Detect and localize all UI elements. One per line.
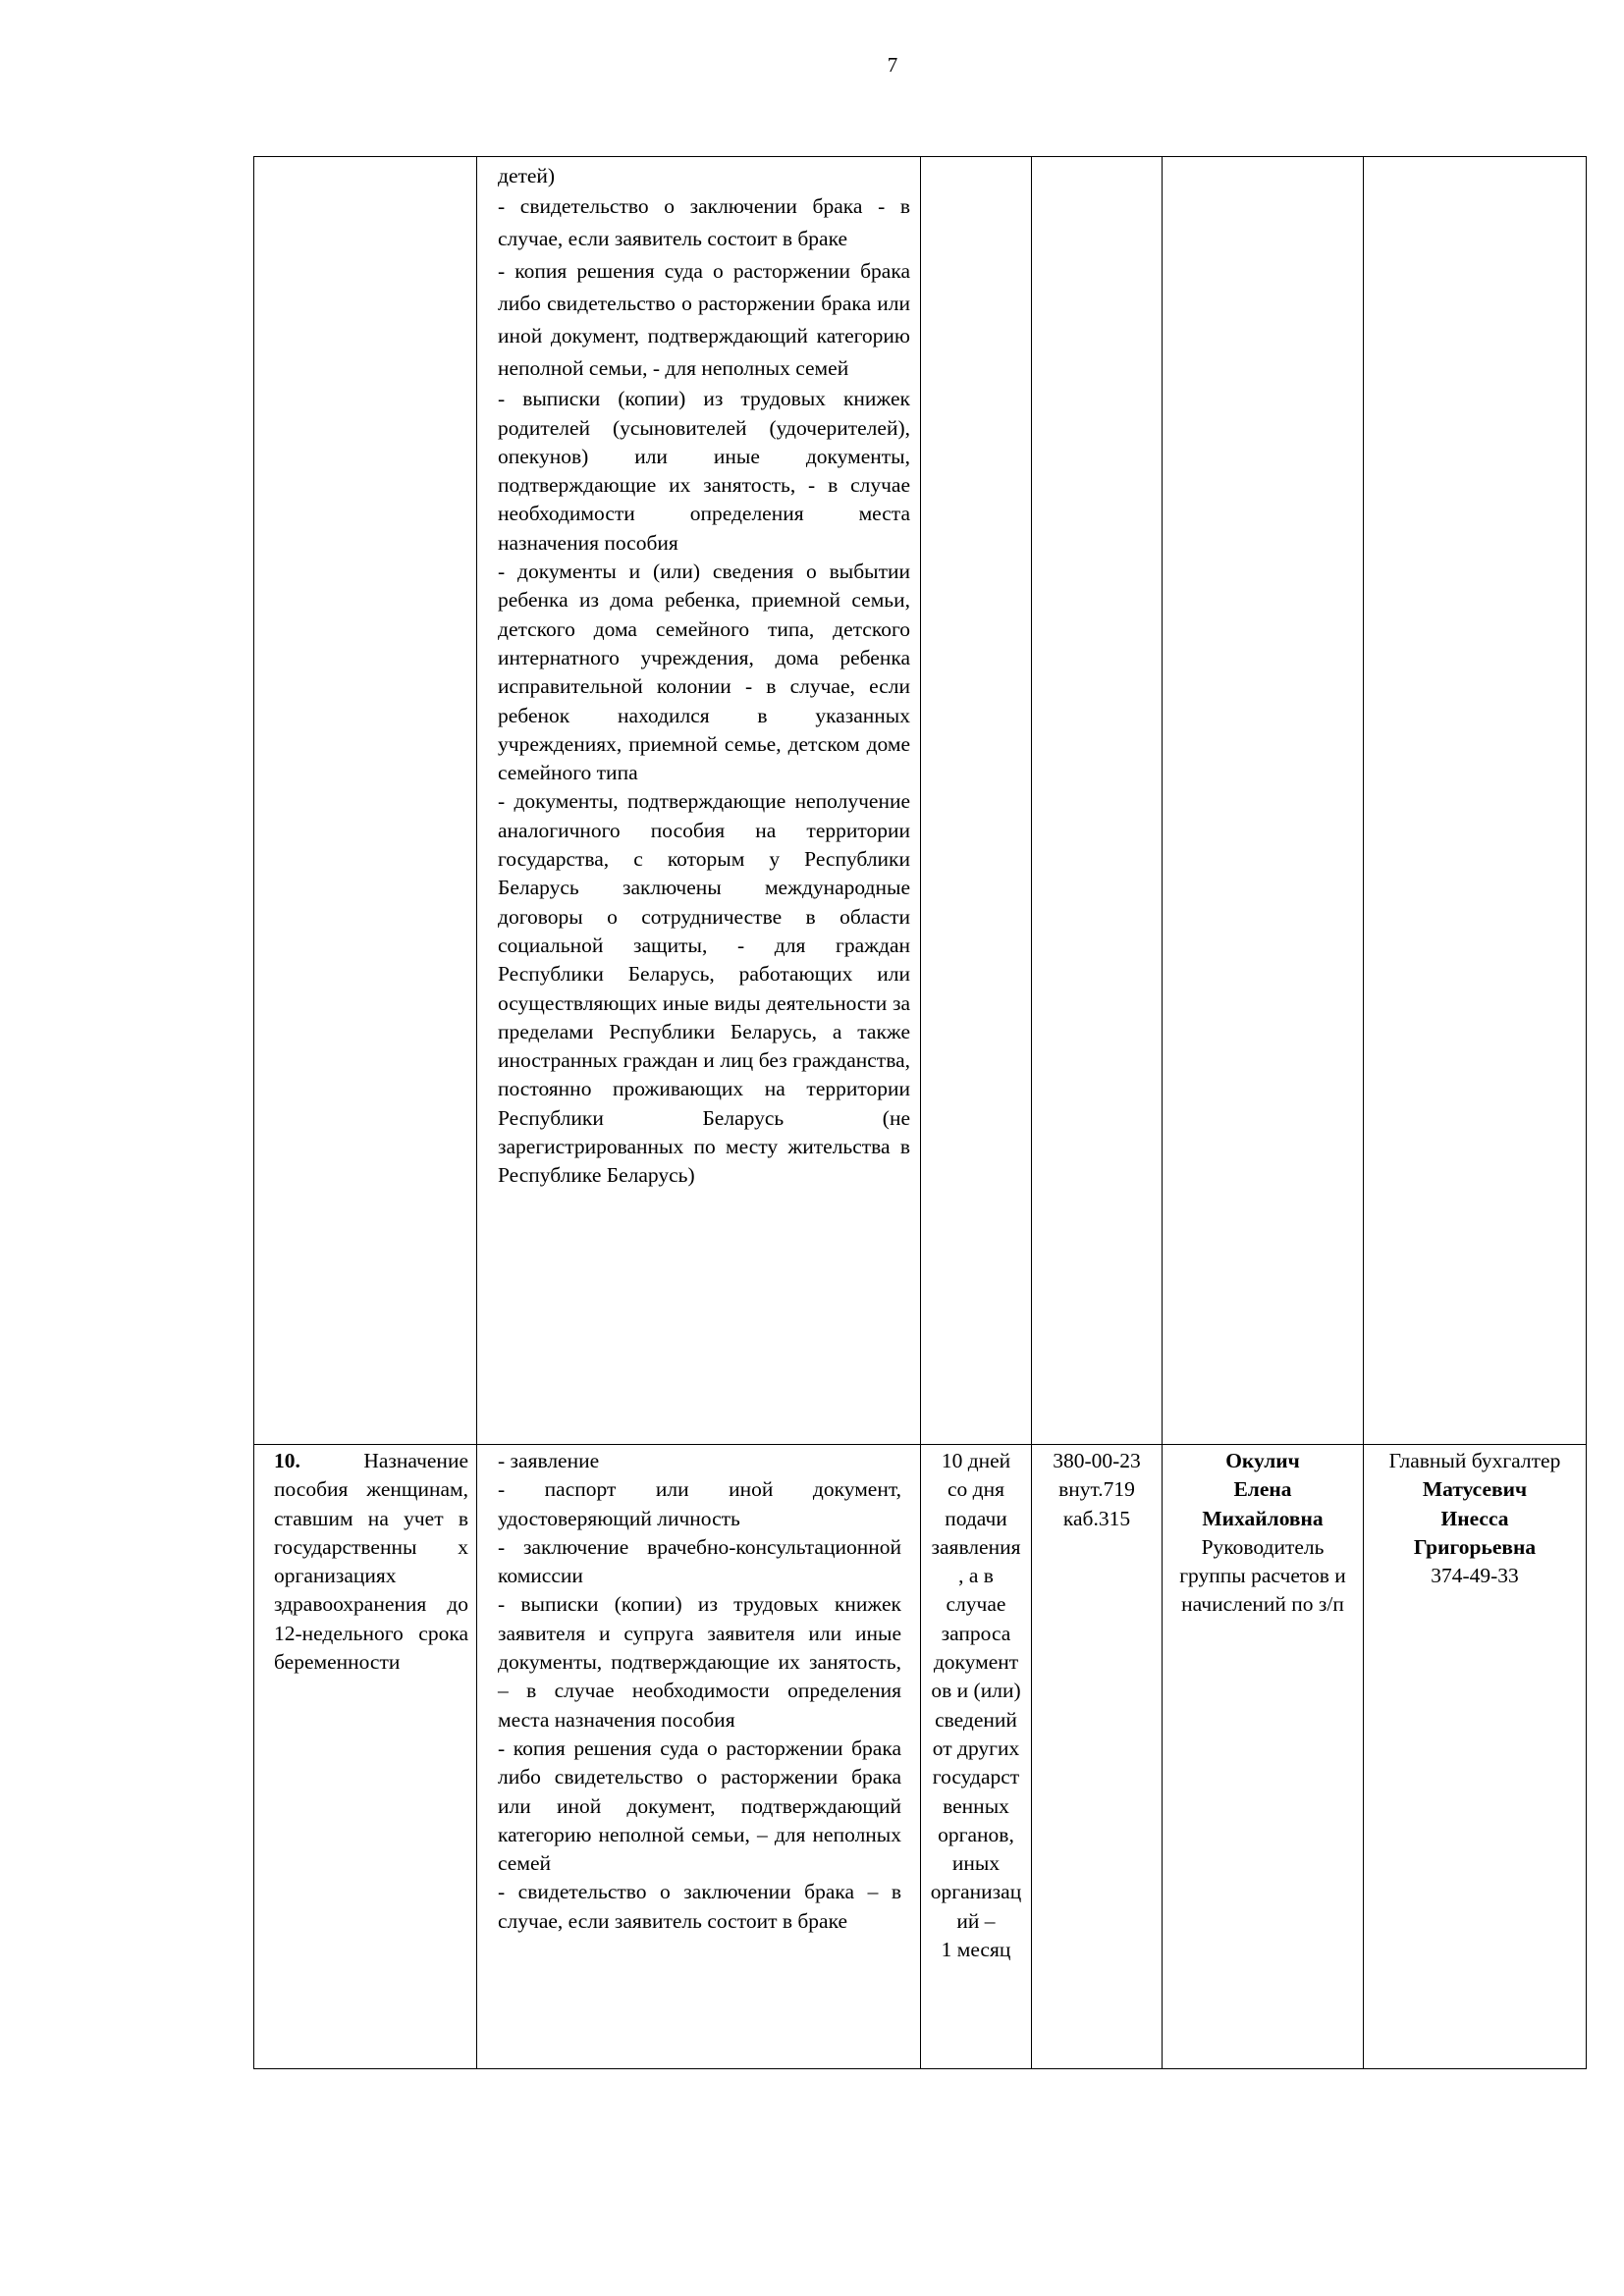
service-name-cell	[254, 1445, 477, 2069]
term-line: 1 месяц	[941, 1938, 1011, 1962]
term-line: , а в	[958, 1564, 994, 1588]
phone-line: внут.719	[1058, 1477, 1135, 1502]
documents-cell	[477, 1445, 921, 2069]
responsible-position: Руководитель	[1201, 1534, 1325, 1559]
document-item: - заявление	[498, 1449, 600, 1472]
term-line: случае	[946, 1592, 1006, 1617]
substitute-cell	[1364, 1445, 1587, 2069]
responsible-name: Окулич	[1225, 1449, 1300, 1472]
document-item: детей)	[498, 164, 556, 187]
substitute-position: Главный бухгалтер	[1388, 1449, 1561, 1472]
document-item: - документы и (или) сведения о выбытии ребенка из дома ребенка, приемной семьи, детского дома семейного типа, детского интернатного учреждения, дома ребенка исправительной колонии - в случае, если ребенок находился в указанных учреждениях, приемной семье, детском доме семейного типа	[498, 560, 910, 785]
documents-cell	[477, 157, 921, 1445]
term-line: от других	[932, 1735, 1020, 1760]
substitute-phone: 374-49-33	[1431, 1564, 1519, 1588]
responsible-name: Михайловна	[1202, 1506, 1324, 1530]
document-item: - документы, подтверждающие неполучение аналогичного пособия на территории государства, с которым у Республики Беларусь заключены международные договоры о сотрудничестве в области социальной защиты, - для граждан Республики Беларусь, работающих или осуществляющих иные виды деятельности за пределами Республики Беларусь, а также иностранных граждан и лиц без гражданства, постоянно проживающих на территории Республики Беларусь (не зарегистрированных по месту жительства в Республике Беларусь)	[498, 789, 910, 1188]
substitute-name: Инесса	[1440, 1506, 1509, 1530]
responsible-position: группы расчетов и	[1179, 1564, 1346, 1588]
document-item: - свидетельство о заключении брака – в случае, если заявитель состоит в браке	[498, 1880, 901, 1933]
term-cell	[921, 157, 1032, 1445]
term-line: документ	[933, 1650, 1019, 1675]
term-line: сведений	[935, 1707, 1017, 1732]
phone-line: 380-00-23	[1053, 1449, 1141, 1472]
substitute-name: Григорьевна	[1413, 1534, 1537, 1559]
term-line: со дня	[947, 1477, 1004, 1502]
document-item: - паспорт или иной документ, удостоверяющий личность	[498, 1477, 901, 1530]
substitute-cell	[1364, 157, 1587, 1445]
term-line: иных	[951, 1851, 1001, 1876]
responsible-name: Елена	[1233, 1477, 1292, 1502]
term-line: 10 дней	[941, 1449, 1011, 1472]
document-item: - свидетельство о заключении брака - в случае, если заявитель состоит в браке	[498, 194, 910, 251]
responsible-cell	[1163, 157, 1364, 1445]
term-line: подачи	[945, 1506, 1007, 1530]
responsible-cell	[1163, 1445, 1364, 2069]
document-item: - выписки (копии) из трудовых книжек родителей (усыновителей (удочерителей), опекунов) или иные документы, подтверждающие их занятость, - в случае необходимости определения места назначения пособия	[498, 387, 910, 555]
phone-cell	[1032, 1445, 1163, 2069]
service-number: 10.	[274, 1449, 300, 1472]
term-line: заявления	[931, 1534, 1021, 1559]
term-line: ий –	[956, 1908, 996, 1933]
term-cell	[921, 1445, 1032, 2069]
phone-cell	[1032, 157, 1163, 1445]
services-table	[253, 156, 1587, 2069]
service-name-cell	[254, 157, 477, 1445]
responsible-position: начислений по з/п	[1181, 1592, 1344, 1617]
document-item: - копия решения суда о расторжении брака либо свидетельство о расторжении брака или иной документ, подтверждающий категорию неполной семьи, – для неполных семей	[498, 1735, 901, 1876]
table-row-10	[254, 1445, 1587, 2069]
term-line: запроса	[941, 1621, 1011, 1645]
term-line: ов и (или)	[931, 1679, 1021, 1703]
term-line: органов,	[938, 1822, 1014, 1846]
table-row-continuation	[254, 157, 1587, 1445]
service-name: Назначение пособия женщинам, ставшим на учет в государственны х организациях здравоохранения до 12-недельного срока беременности	[274, 1449, 468, 1675]
term-line: венных	[943, 1793, 1009, 1818]
substitute-name: Матусевич	[1422, 1477, 1528, 1502]
term-line: государст	[932, 1765, 1020, 1789]
document-item: - заключение врачебно-консультационной комиссии	[498, 1534, 901, 1588]
document-item: - выписки (копии) из трудовых книжек заявителя и супруга заявителя или иные документы, подтверждающие их занятость, – в случае необходимости определения места назначения пособия	[498, 1592, 901, 1732]
phone-line: каб.315	[1062, 1506, 1131, 1530]
term-line: организац	[930, 1880, 1022, 1904]
document-item: - копия решения суда о расторжении брака либо свидетельство о расторжении брака или иной документ, подтверждающий категорию неполной семьи, - для неполных семей	[498, 259, 910, 381]
service-description	[274, 1447, 468, 1677]
page-number: 7	[887, 53, 898, 77]
